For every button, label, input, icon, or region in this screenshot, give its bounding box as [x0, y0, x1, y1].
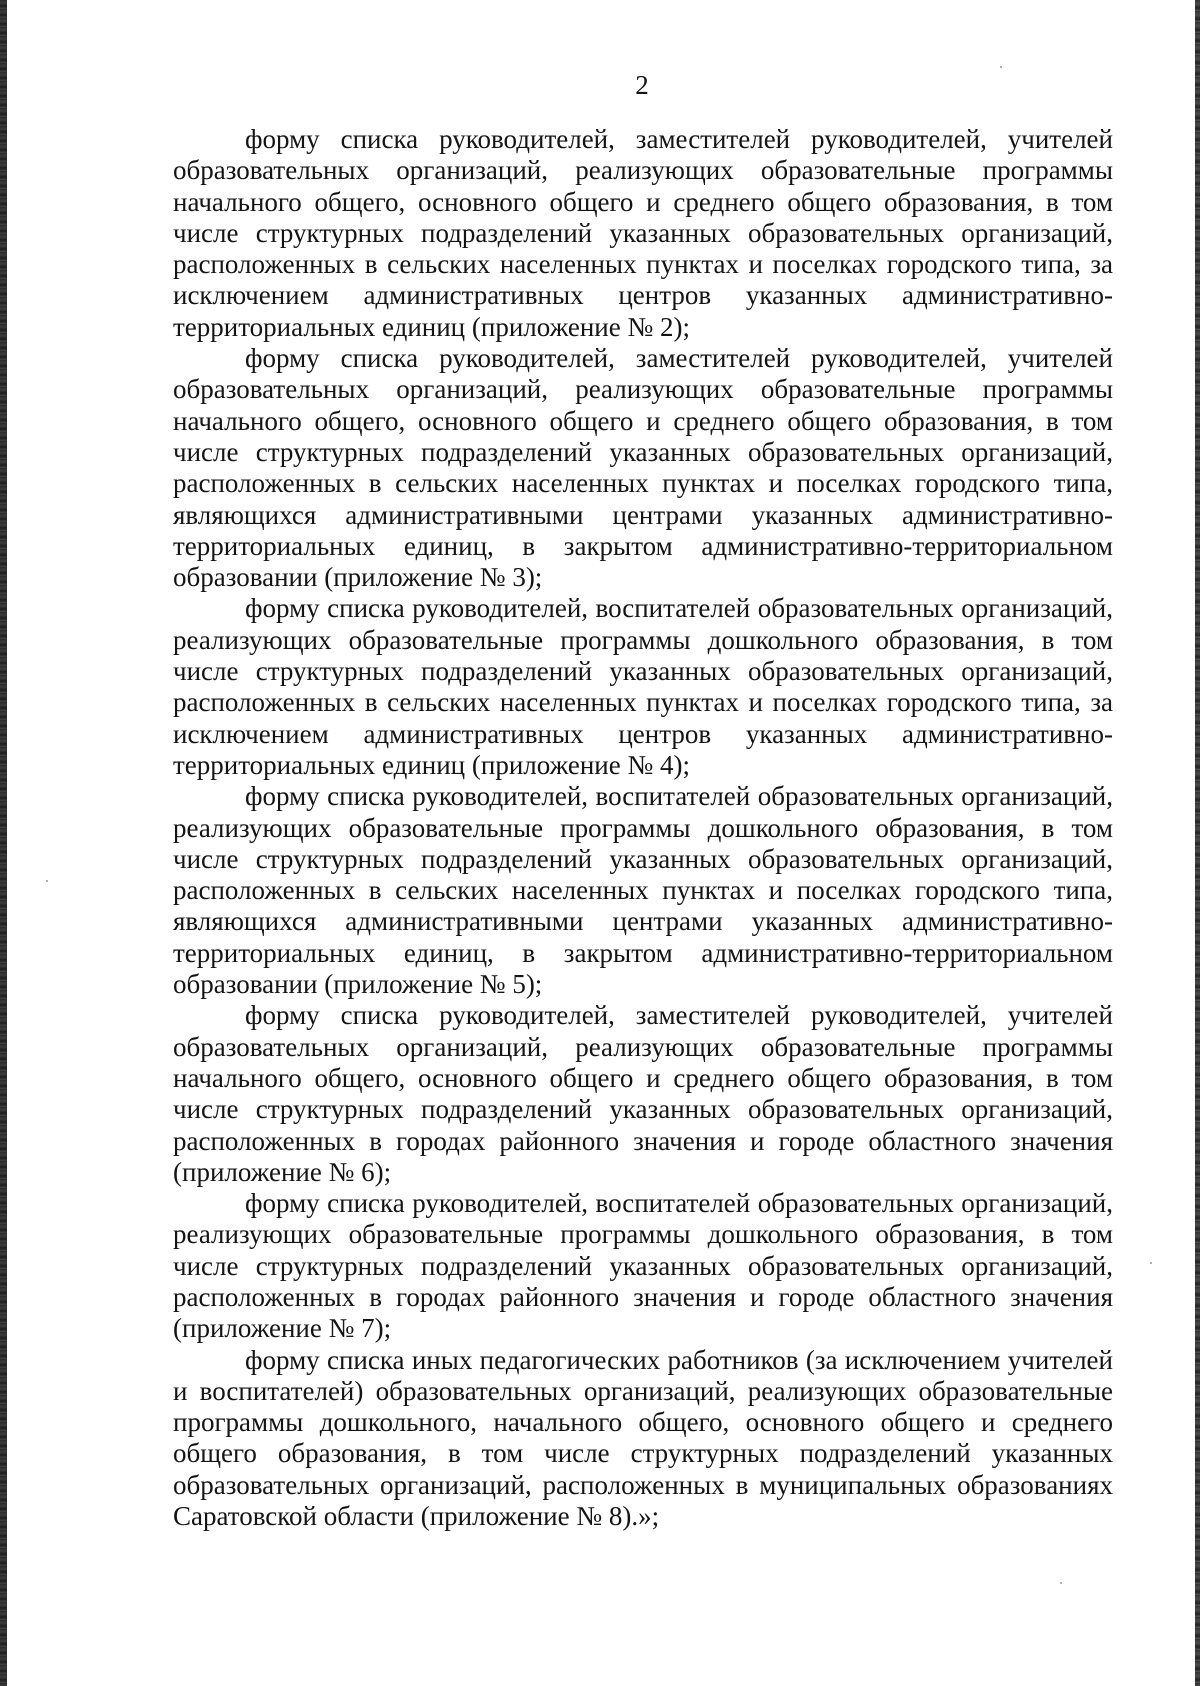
scan-speck [46, 880, 48, 882]
scan-edge-right [1195, 0, 1200, 1686]
scan-edge-left [0, 0, 7, 1686]
page-number: 2 [635, 70, 649, 100]
scan-speck [1000, 66, 1002, 68]
paragraph-appendix-2: форму списка руководителей, заместителей руководителей, учителей образовательных организаций, реализующих образовательные программы начального общего, основного общего и среднего общего образования, в том числе структурных подразделений указанных образовательных организаций, расположенных в сельских населенных пунктах и поселках городского типа, за исключением административных центров указанных административно-территориальных единиц (приложение № 2); [173, 124, 1113, 342]
paragraph-appendix-7: форму списка руководителей, воспитателей образовательных организаций, реализующих образовательные программы дошкольного образования, в том числе структурных подразделений указанных образовательных организаций, расположенных в городах районного значения и городе областного значения (приложение № 7); [173, 1188, 1113, 1344]
scan-speck [1060, 1582, 1062, 1584]
paragraph-appendix-3: форму списка руководителей, заместителей руководителей, учителей образовательных организаций, реализующих образовательные программы начального общего, основного общего и среднего общего образования, в том числе структурных подразделений указанных образовательных организаций, расположенных в сельских населенных пунктах и поселках городского типа, являющихся административными центрами указанных административно-территориальных единиц, в закрытом административно-территориальном образовании (приложение № 3); [173, 343, 1113, 593]
paragraph-appendix-4: форму списка руководителей, воспитателей образовательных организаций, реализующих образовательные программы дошкольного образования, в том числе структурных подразделений указанных образовательных организаций, расположенных в сельских населенных пунктах и поселках городского типа, за исключением административных центров указанных административно-территориальных единиц (приложение № 4); [173, 593, 1113, 780]
scan-speck [1150, 1262, 1152, 1264]
paragraph-appendix-8: форму списка иных педагогических работников (за исключением учителей и воспитателей) образовательных организаций, реализующих образовательные программы дошкольного, начального общего, основного общего и среднего общего образования, в том числе структурных подразделений указанных образовательных организаций, расположенных в муниципальных образованиях Саратовской области (приложение № 8).»; [173, 1344, 1113, 1532]
paragraph-appendix-5: форму списка руководителей, воспитателей образовательных организаций, реализующих образовательные программы дошкольного образования, в том числе структурных подразделений указанных образовательных организаций, расположенных в сельских населенных пунктах и поселках городского типа, являющихся административными центрами указанных административно-территориальных единиц, в закрытом административно-территориальном образовании (приложение № 5); [173, 781, 1113, 1000]
paragraph-appendix-6: форму списка руководителей, заместителей руководителей, учителей образовательных организаций, реализующих образовательные программы начального общего, основного общего и среднего общего образования, в том числе структурных подразделений указанных образовательных организаций, расположенных в городах районного значения и городе областного значения (приложение № 6); [173, 1000, 1113, 1187]
document-body [173, 124, 1113, 1532]
